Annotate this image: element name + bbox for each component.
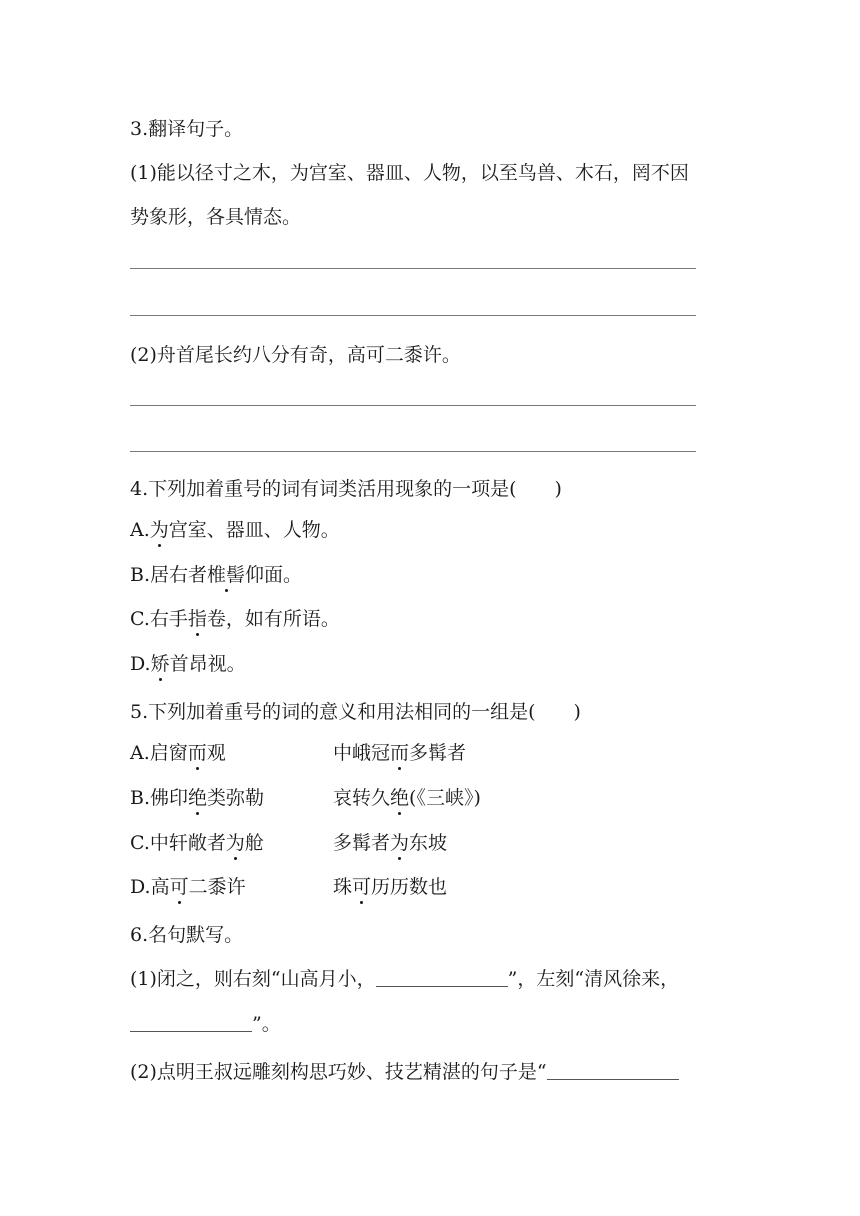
emphasis-dot-word: 椎髻 [207,564,246,586]
emphasis-dot-word: 而 [187,742,207,764]
option-text: 中峨冠 [333,742,391,764]
option-text: 仰面。 [245,564,303,586]
option-text: C.右手 [130,608,188,630]
answer-line[interactable] [130,451,696,452]
option-text: 历历数也 [371,876,448,898]
prompt-text: (2)点明王叔远雕刻构思巧妙、技艺精湛的句子是“ [130,1061,547,1083]
q3-sentence2: (2)舟首尾长约八分有奇，高可二黍许。 [130,344,461,366]
emphasis-dot-word: 矫 [150,653,170,675]
q5-option-c-left [130,834,264,853]
q4-option-a [130,521,340,540]
q4-option-d [130,655,246,674]
q4-heading: 4.下列加着重号的词有词类活用现象的一项是( ) [130,478,562,500]
option-text: B.居右者 [130,564,208,586]
emphasis-dot-word: 可 [352,876,372,898]
q6-sentence1-line1 [130,970,679,989]
q5-option-b-left [130,789,264,808]
emphasis-dot-word: 而 [390,742,410,764]
option-text: 观 [206,742,226,764]
option-text: D.高 [130,876,170,898]
fill-in-blank[interactable] [547,1063,679,1080]
q3-heading: 3.翻译句子。 [130,118,244,140]
option-text: 类弥勒 [207,787,265,809]
emphasis-dot-word: 为 [225,832,245,854]
fill-in-blank[interactable] [130,1015,252,1032]
q5-option-c-right [333,834,447,853]
q6-sentence2 [130,1063,679,1082]
q5-option-d-right [333,878,447,897]
q3-sentence1-line1: (1)能以径寸之木，为宫室、器皿、人物，以至鸟兽、木石，罔不因 [130,162,689,184]
option-text: 舱 [244,832,264,854]
option-text: A. [130,519,150,541]
option-text: A.启窗 [130,742,188,764]
emphasis-dot-word: 指 [187,608,207,630]
option-text: B.佛印 [130,787,189,809]
emphasis-dot-word: 绝 [188,787,208,809]
emphasis-dot-word: 为 [149,519,169,541]
option-text: 珠 [333,876,353,898]
option-text: 哀转久 [333,787,391,809]
q4-option-c [130,610,340,629]
prompt-text: ”。 [252,1013,281,1035]
option-text: C.中轩敞者 [130,832,226,854]
q6-heading: 6.名句默写。 [130,924,244,946]
option-text: 宫室、器皿、人物。 [168,519,340,541]
q5-option-a-right [333,744,466,763]
option-text: 卷，如有所语。 [206,608,340,630]
option-text: 多髯者 [409,742,467,764]
q5-option-a-left [130,744,226,763]
q5-option-d-left [130,878,246,897]
prompt-text: ”，左刻“清风徐来， [507,968,680,990]
emphasis-dot-word: 绝 [390,787,410,809]
option-text: D. [130,653,151,675]
answer-line[interactable] [130,268,696,269]
q5-heading: 5.下列加着重号的词的意义和用法相同的一组是( ) [130,701,581,723]
option-text: 多髯者 [333,832,391,854]
q6-sentence1-line2 [130,1015,281,1034]
q3-sentence1-line2: 势象形，各具情态。 [130,206,302,228]
answer-line[interactable] [130,405,696,406]
prompt-text: (1)闭之，则右刻“山高月小， [130,968,376,990]
emphasis-dot-word: 为 [390,832,410,854]
option-text: (《三峡》) [409,787,481,809]
q4-option-b [130,566,302,585]
fill-in-blank[interactable] [376,970,508,987]
emphasis-dot-word: 可 [169,876,189,898]
q5-option-b-right [333,789,481,808]
option-text: 首昂视。 [169,653,246,675]
answer-line[interactable] [130,315,696,316]
option-text: 东坡 [409,832,448,854]
option-text: 二黍许 [188,876,246,898]
